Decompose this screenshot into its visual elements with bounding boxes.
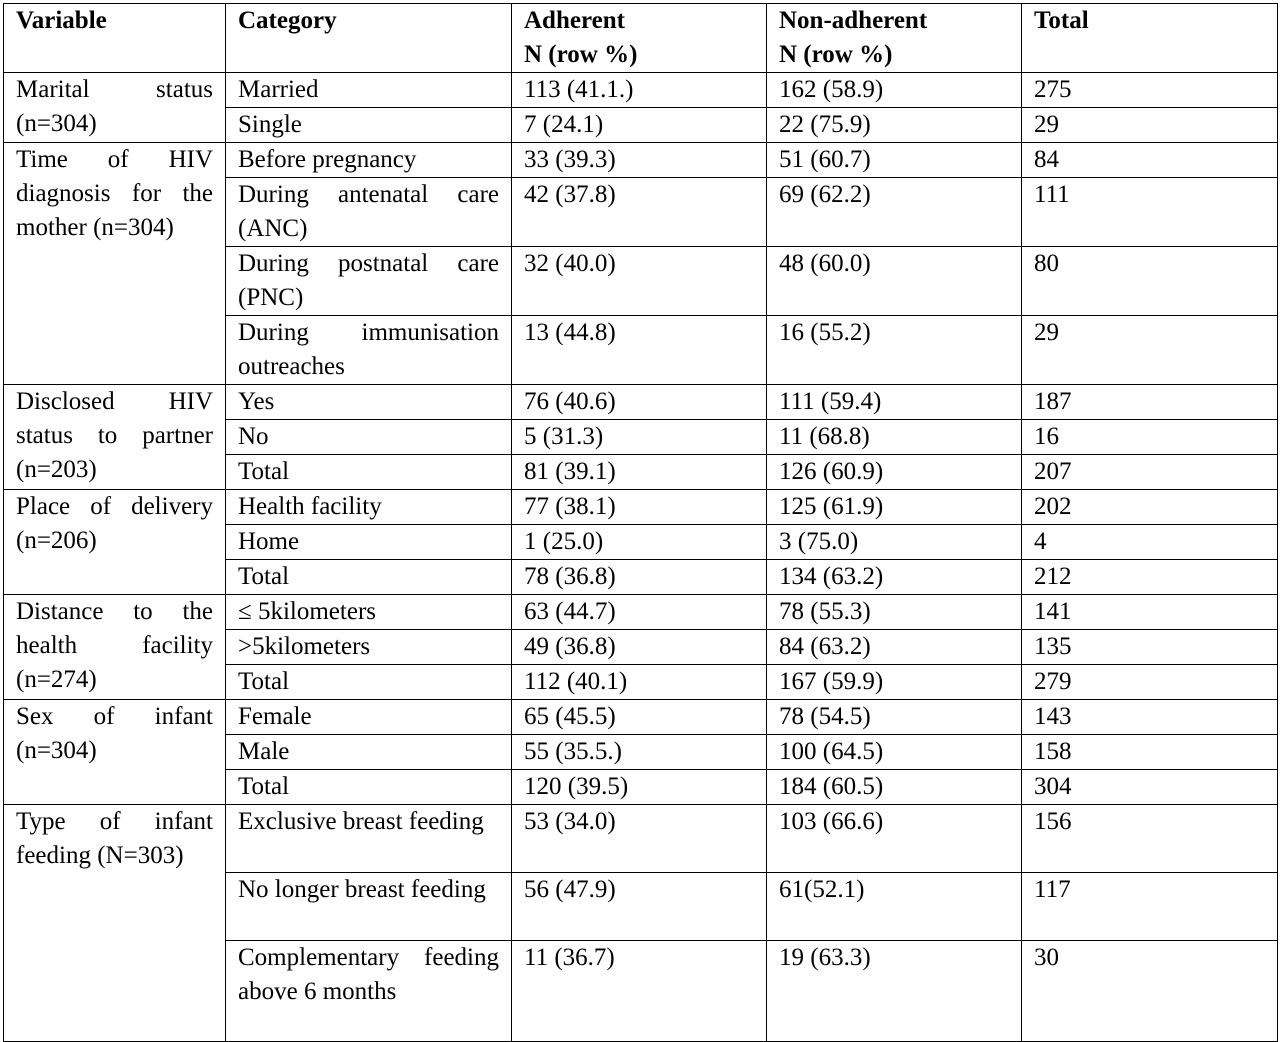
nonadherent-cell: 134 (63.2) [767,560,1022,595]
total-cell: 84 [1022,143,1278,178]
category-cell: Exclusive breast feeding [226,805,512,873]
table-body [4,73,1278,1042]
category-cell: During immunisation outreaches [226,316,512,385]
adherent-cell: 65 (45.5) [512,700,767,735]
total-cell: 80 [1022,247,1278,316]
adherent-cell: 120 (39.5) [512,770,767,805]
nonadherent-cell: 125 (61.9) [767,490,1022,525]
category-cell: During antenatal care (ANC) [226,178,512,247]
category-cell: Total [226,560,512,595]
adherent-cell: 113 (41.1.) [512,73,767,108]
nonadherent-cell: 19 (63.3) [767,941,1022,1042]
total-cell: 111 [1022,178,1278,247]
category-cell: Yes [226,385,512,420]
adherent-cell: 32 (40.0) [512,247,767,316]
nonadherent-cell: 126 (60.9) [767,455,1022,490]
category-cell: Total [226,665,512,700]
header-variable: Variable [4,4,226,73]
nonadherent-cell: 103 (66.6) [767,805,1022,873]
header-row [4,4,1278,73]
adherent-cell: 49 (36.8) [512,630,767,665]
total-cell: 117 [1022,873,1278,941]
total-cell: 29 [1022,316,1278,385]
table-row [4,73,1278,108]
nonadherent-cell: 78 (55.3) [767,595,1022,630]
adherent-cell: 77 (38.1) [512,490,767,525]
adherent-cell: 76 (40.6) [512,385,767,420]
nonadherent-cell: 100 (64.5) [767,735,1022,770]
adherent-cell: 112 (40.1) [512,665,767,700]
total-cell: 135 [1022,630,1278,665]
category-cell: No longer breast feeding [226,873,512,941]
table-row [4,385,1278,420]
total-cell: 158 [1022,735,1278,770]
table-row [4,595,1278,630]
adherent-cell: 56 (47.9) [512,873,767,941]
adherent-cell: 1 (25.0) [512,525,767,560]
nonadherent-cell: 162 (58.9) [767,73,1022,108]
variable-cell: Sex of infant (n=304) [4,700,226,805]
adherent-cell: 81 (39.1) [512,455,767,490]
total-cell: 156 [1022,805,1278,873]
total-cell: 304 [1022,770,1278,805]
adherent-cell: 53 (34.0) [512,805,767,873]
nonadherent-cell: 16 (55.2) [767,316,1022,385]
variable-cell: Type of infant feeding (N=303) [4,805,226,1042]
category-cell: Single [226,108,512,143]
table-row [4,490,1278,525]
total-cell: 16 [1022,420,1278,455]
nonadherent-cell: 167 (59.9) [767,665,1022,700]
total-cell: 275 [1022,73,1278,108]
category-cell: Male [226,735,512,770]
category-cell: Complementary feeding above 6 months [226,941,512,1042]
adherent-cell: 5 (31.3) [512,420,767,455]
category-cell: Home [226,525,512,560]
adherent-cell: 55 (35.5.) [512,735,767,770]
adherent-cell: 7 (24.1) [512,108,767,143]
category-cell: ≤ 5kilometers [226,595,512,630]
adherence-table [3,3,1278,1042]
nonadherent-cell: 111 (59.4) [767,385,1022,420]
nonadherent-cell: 78 (54.5) [767,700,1022,735]
header-adherent-line2: N (row %) [524,41,638,68]
adherent-cell: 63 (44.7) [512,595,767,630]
nonadherent-cell: 184 (60.5) [767,770,1022,805]
total-cell: 29 [1022,108,1278,143]
total-cell: 212 [1022,560,1278,595]
nonadherent-cell: 51 (60.7) [767,143,1022,178]
table-row [4,805,1278,873]
adherent-cell: 78 (36.8) [512,560,767,595]
category-cell: No [226,420,512,455]
adherent-cell: 13 (44.8) [512,316,767,385]
total-cell: 207 [1022,455,1278,490]
nonadherent-cell: 11 (68.8) [767,420,1022,455]
total-cell: 141 [1022,595,1278,630]
variable-cell: Disclosed HIV status to partner (n=203) [4,385,226,490]
nonadherent-cell: 84 (63.2) [767,630,1022,665]
variable-cell: Place of delivery (n=206) [4,490,226,595]
category-cell: >5kilometers [226,630,512,665]
nonadherent-cell: 22 (75.9) [767,108,1022,143]
header-nonadherent-line1: Non-adherent [779,7,928,34]
nonadherent-cell: 69 (62.2) [767,178,1022,247]
header-total: Total [1022,4,1278,73]
header-adherent [512,4,767,73]
variable-cell: Marital status (n=304) [4,73,226,143]
adherent-cell: 11 (36.7) [512,941,767,1042]
nonadherent-cell: 3 (75.0) [767,525,1022,560]
header-nonadherent [767,4,1022,73]
header-category: Category [226,4,512,73]
variable-cell: Distance to the health facility (n=274) [4,595,226,700]
table-row [4,143,1278,178]
category-cell: Health facility [226,490,512,525]
total-cell: 4 [1022,525,1278,560]
adherent-cell: 42 (37.8) [512,178,767,247]
category-cell: Total [226,770,512,805]
category-cell: Female [226,700,512,735]
total-cell: 202 [1022,490,1278,525]
nonadherent-cell: 48 (60.0) [767,247,1022,316]
nonadherent-cell: 61(52.1) [767,873,1022,941]
table-row [4,700,1278,735]
category-cell: Before pregnancy [226,143,512,178]
variable-cell: Time of HIV diagnosis for the mother (n=304) [4,143,226,385]
category-cell: Married [226,73,512,108]
category-cell: During postnatal care (PNC) [226,247,512,316]
adherent-cell: 33 (39.3) [512,143,767,178]
total-cell: 143 [1022,700,1278,735]
total-cell: 279 [1022,665,1278,700]
category-cell: Total [226,455,512,490]
total-cell: 187 [1022,385,1278,420]
header-nonadherent-line2: N (row %) [779,41,893,68]
total-cell: 30 [1022,941,1278,1042]
header-adherent-line1: Adherent [524,7,625,34]
